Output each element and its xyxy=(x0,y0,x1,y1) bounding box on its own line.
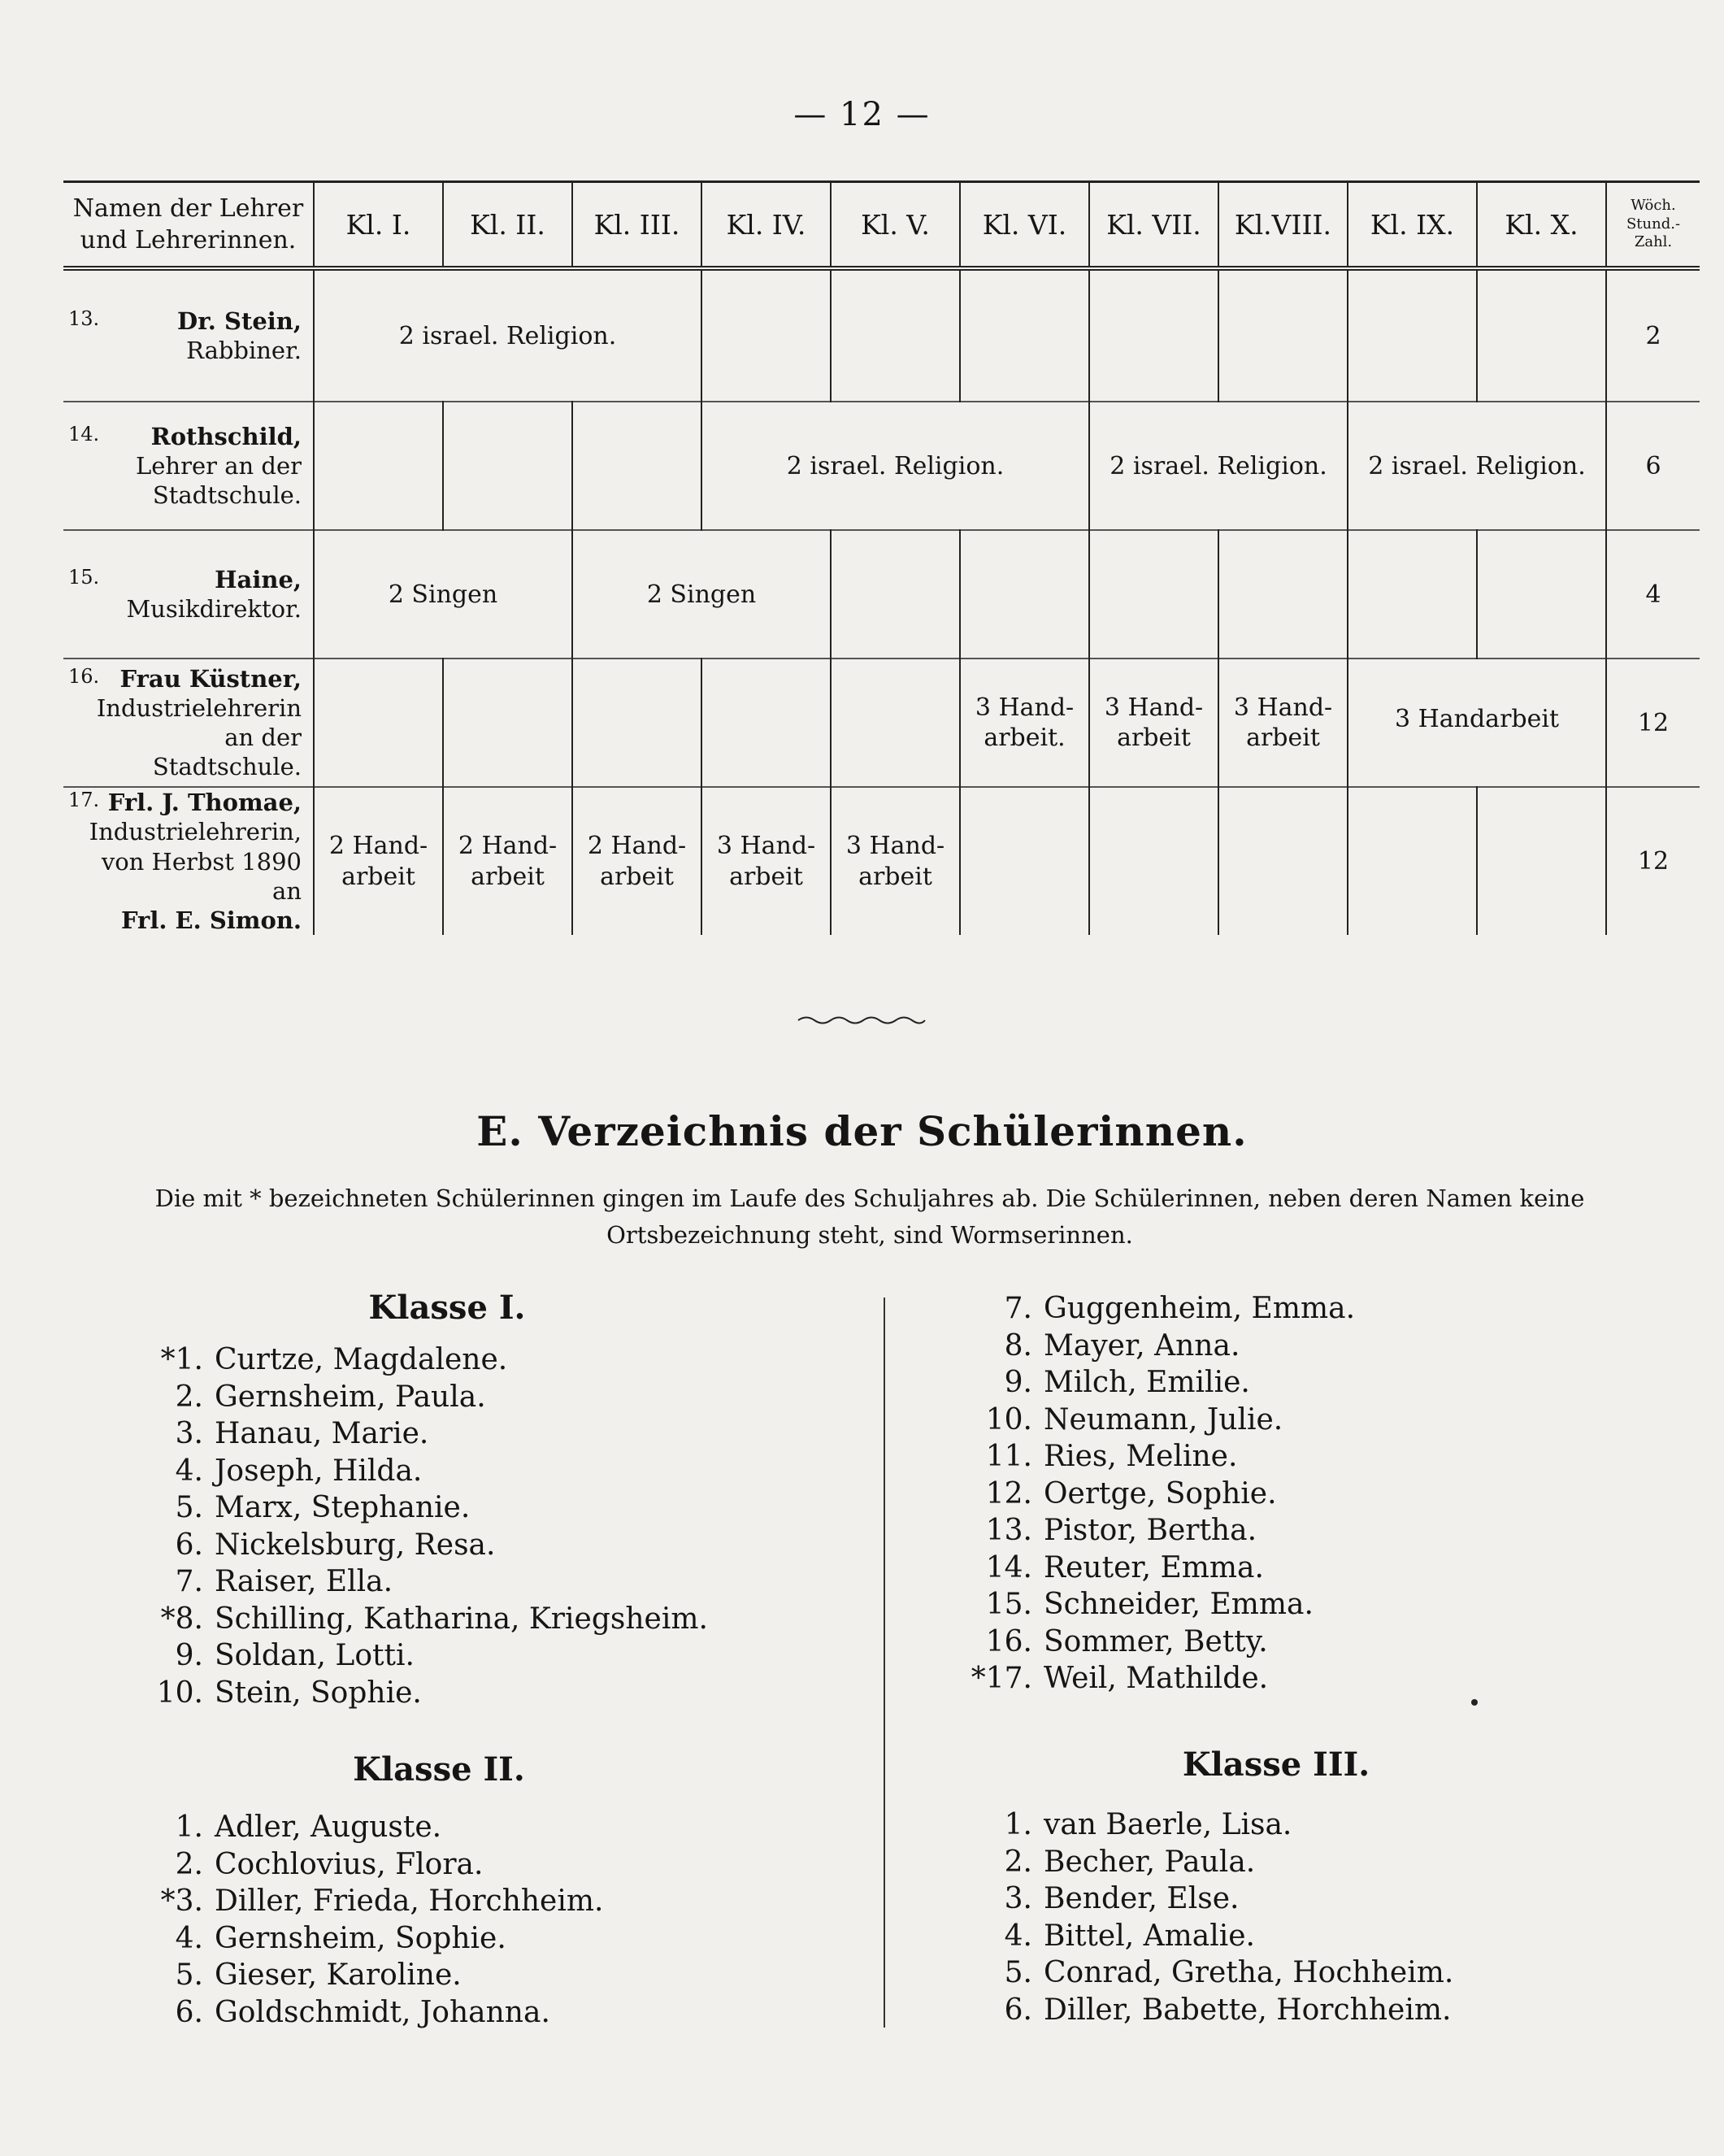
table-row xyxy=(63,268,1700,402)
header-class-10: Kl. X. xyxy=(1477,182,1606,269)
stray-dot xyxy=(1471,1699,1478,1706)
list-item: 5. Marx, Stephanie. xyxy=(175,1491,471,1524)
list-item: 9. Milch, Emilie. xyxy=(1004,1366,1250,1399)
empty-cell xyxy=(314,659,443,787)
header-class-5: Kl. V. xyxy=(831,182,960,269)
teacher-name-cell: 13. Dr. Stein, Rabbiner. xyxy=(63,268,314,402)
empty-cell xyxy=(960,530,1089,659)
subject-cell: 2 israel. Religion. xyxy=(1089,402,1348,530)
empty-cell xyxy=(443,659,572,787)
empty-cell xyxy=(960,268,1089,402)
list-item: 4. Bittel, Amalie. xyxy=(1004,1919,1255,1953)
list-item: *1. Curtze, Magdalene. xyxy=(160,1343,508,1376)
ornament-divider xyxy=(797,1008,927,1032)
subject-cell: 2 Hand- arbeit xyxy=(314,787,443,935)
subject-cell: 2 Singen xyxy=(572,530,831,659)
page-number: — 12 — xyxy=(793,96,931,133)
teacher-name-cell: 14. Rothschild, Lehrer an der Stadtschule. xyxy=(63,402,314,530)
empty-cell xyxy=(572,402,701,530)
list-item: 9. Soldan, Lotti. xyxy=(175,1639,415,1672)
subject-cell: 3 Hand- arbeit xyxy=(831,787,960,935)
subject-cell: 3 Hand- arbeit xyxy=(1218,659,1348,787)
column-divider xyxy=(884,1298,885,2028)
list-item: 4. Joseph, Hilda. xyxy=(175,1454,423,1488)
empty-cell xyxy=(1477,530,1606,659)
subject-cell: 3 Hand- arbeit. xyxy=(960,659,1089,787)
empty-cell xyxy=(701,268,831,402)
weekly-hours-cell: 4 xyxy=(1645,580,1661,609)
list-item: 13. Pistor, Bertha. xyxy=(985,1514,1257,1547)
list-item: 2. Gernsheim, Paula. xyxy=(175,1380,486,1414)
list-item: 7. Raiser, Ella. xyxy=(175,1565,393,1598)
empty-cell xyxy=(831,659,960,787)
list-item: 10. Stein, Sophie. xyxy=(156,1676,422,1710)
subject-cell: 2 israel. Religion. xyxy=(701,402,1089,530)
empty-cell xyxy=(1348,530,1477,659)
list-item: 4. Gernsheim, Sophie. xyxy=(175,1921,506,1955)
list-item: 6. Nickelsburg, Resa. xyxy=(175,1528,496,1562)
empty-cell xyxy=(701,659,831,787)
section-note: Die mit * bezeichneten Schülerinnen gingen im Laufe des Schuljahres ab. Die Schülerinnen, neben deren Namen keine Ortsbezeichnung steht, sind Wormserinnen. xyxy=(154,1184,1585,1249)
table-header-row xyxy=(63,182,1700,269)
empty-cell xyxy=(1477,268,1606,402)
list-item: 2. Becher, Paula. xyxy=(1004,1845,1256,1879)
table-row xyxy=(63,530,1700,659)
empty-cell xyxy=(1089,787,1218,935)
empty-cell xyxy=(1089,530,1218,659)
weekly-hours-cell: 6 xyxy=(1645,451,1661,480)
subject-cell: 2 Hand- arbeit xyxy=(572,787,701,935)
list-item: 16. Sommer, Betty. xyxy=(985,1624,1268,1658)
empty-cell xyxy=(831,530,960,659)
subject-cell: 2 israel. Religion. xyxy=(314,268,701,402)
subject-cell: 3 Handarbeit xyxy=(1348,659,1606,787)
list-item: 1. Adler, Auguste. xyxy=(175,1810,442,1844)
empty-cell xyxy=(960,787,1089,935)
empty-cell xyxy=(1218,787,1348,935)
list-item: 5. Conrad, Gretha, Hochheim. xyxy=(1004,1956,1454,1989)
list-item: 10. Neumann, Julie. xyxy=(985,1402,1283,1437)
empty-cell xyxy=(1477,787,1606,935)
list-item: 3. Bender, Else. xyxy=(1004,1882,1240,1915)
empty-cell xyxy=(1348,268,1477,402)
subject-cell: 2 israel. Religion. xyxy=(1348,402,1606,530)
list-item: 6. Goldschmidt, Johanna. xyxy=(175,1995,550,2029)
klasse-3-heading: Klasse III. xyxy=(1182,1745,1370,1784)
klasse-1-heading: Klasse I. xyxy=(368,1289,526,1327)
list-item: 11. Ries, Meline. xyxy=(985,1440,1238,1473)
klasse-2-heading: Klasse II. xyxy=(353,1750,525,1789)
header-teacher-names: Namen der Lehrer und Lehrerinnen. xyxy=(63,182,314,269)
empty-cell xyxy=(572,659,701,787)
list-item: 7. Guggenheim, Emma. xyxy=(1004,1292,1356,1325)
list-item: *17. Weil, Mathilde. xyxy=(971,1662,1269,1695)
list-item: 14. Reuter, Emma. xyxy=(985,1550,1264,1584)
weekly-hours-cell: 12 xyxy=(1637,847,1670,876)
teacher-schedule-table xyxy=(63,180,1700,935)
empty-cell xyxy=(314,402,443,530)
table-row xyxy=(63,402,1700,530)
klasse-1-list-continued xyxy=(910,1290,1355,1697)
header-class-6: Kl. VI. xyxy=(960,182,1089,269)
header-weekly-hours: Wöch. Stund.- Zahl. xyxy=(1626,197,1681,251)
empty-cell xyxy=(1089,268,1218,402)
teacher-name-cell: 15. Haine, Musikdirektor. xyxy=(63,530,314,659)
teacher-name-cell: 17. Frl. J. Thomae, Industrielehrerin, von Herbst 1890 an Frl. E. Simon. xyxy=(63,787,314,935)
list-item: 1. van Baerle, Lisa. xyxy=(1004,1808,1292,1841)
list-item: *8. Schilling, Katharina, Kriegsheim. xyxy=(160,1602,708,1636)
empty-cell xyxy=(443,402,572,530)
klasse-2-list xyxy=(81,1809,603,2031)
klasse-3-list xyxy=(910,1806,1453,2028)
header-class-3: Kl. III. xyxy=(572,182,701,269)
empty-cell xyxy=(1348,787,1477,935)
header-class-1: Kl. I. xyxy=(314,182,443,269)
header-class-9: Kl. IX. xyxy=(1348,182,1477,269)
list-item: 12. Oertge, Sophie. xyxy=(985,1476,1277,1511)
list-item: 8. Mayer, Anna. xyxy=(1004,1328,1240,1363)
list-item: *3. Diller, Frieda, Horchheim. xyxy=(160,1884,604,1918)
table-row xyxy=(63,787,1700,935)
header-class-8: Kl.VIII. xyxy=(1218,182,1348,269)
section-heading: E. Verzeichnis der Schülerinnen. xyxy=(476,1107,1248,1155)
empty-cell xyxy=(1218,268,1348,402)
table-row xyxy=(63,659,1700,787)
subject-cell: 3 Hand- arbeit xyxy=(701,787,831,935)
klasse-1-list xyxy=(81,1341,708,1711)
subject-cell: 2 Hand- arbeit xyxy=(443,787,572,935)
header-class-4: Kl. IV. xyxy=(701,182,831,269)
teacher-name-cell: 16. Frau Küstner, Industrielehrerin an der Stadtschule. xyxy=(63,659,314,787)
empty-cell xyxy=(1218,530,1348,659)
weekly-hours-cell: 2 xyxy=(1645,321,1661,350)
list-item: 6. Diller, Babette, Horchheim. xyxy=(1004,1993,1452,2027)
empty-cell xyxy=(831,268,960,402)
subject-cell: 3 Hand- arbeit xyxy=(1089,659,1218,787)
subject-cell: 2 Singen xyxy=(314,530,572,659)
list-item: 15. Schneider, Emma. xyxy=(985,1588,1314,1621)
list-item: 3. Hanau, Marie. xyxy=(175,1417,429,1450)
header-class-2: Kl. II. xyxy=(443,182,572,269)
weekly-hours-cell: 12 xyxy=(1637,708,1670,737)
list-item: 5. Gieser, Karoline. xyxy=(175,1958,462,1992)
list-item: 2. Cochlovius, Flora. xyxy=(175,1847,484,1881)
header-class-7: Kl. VII. xyxy=(1089,182,1218,269)
